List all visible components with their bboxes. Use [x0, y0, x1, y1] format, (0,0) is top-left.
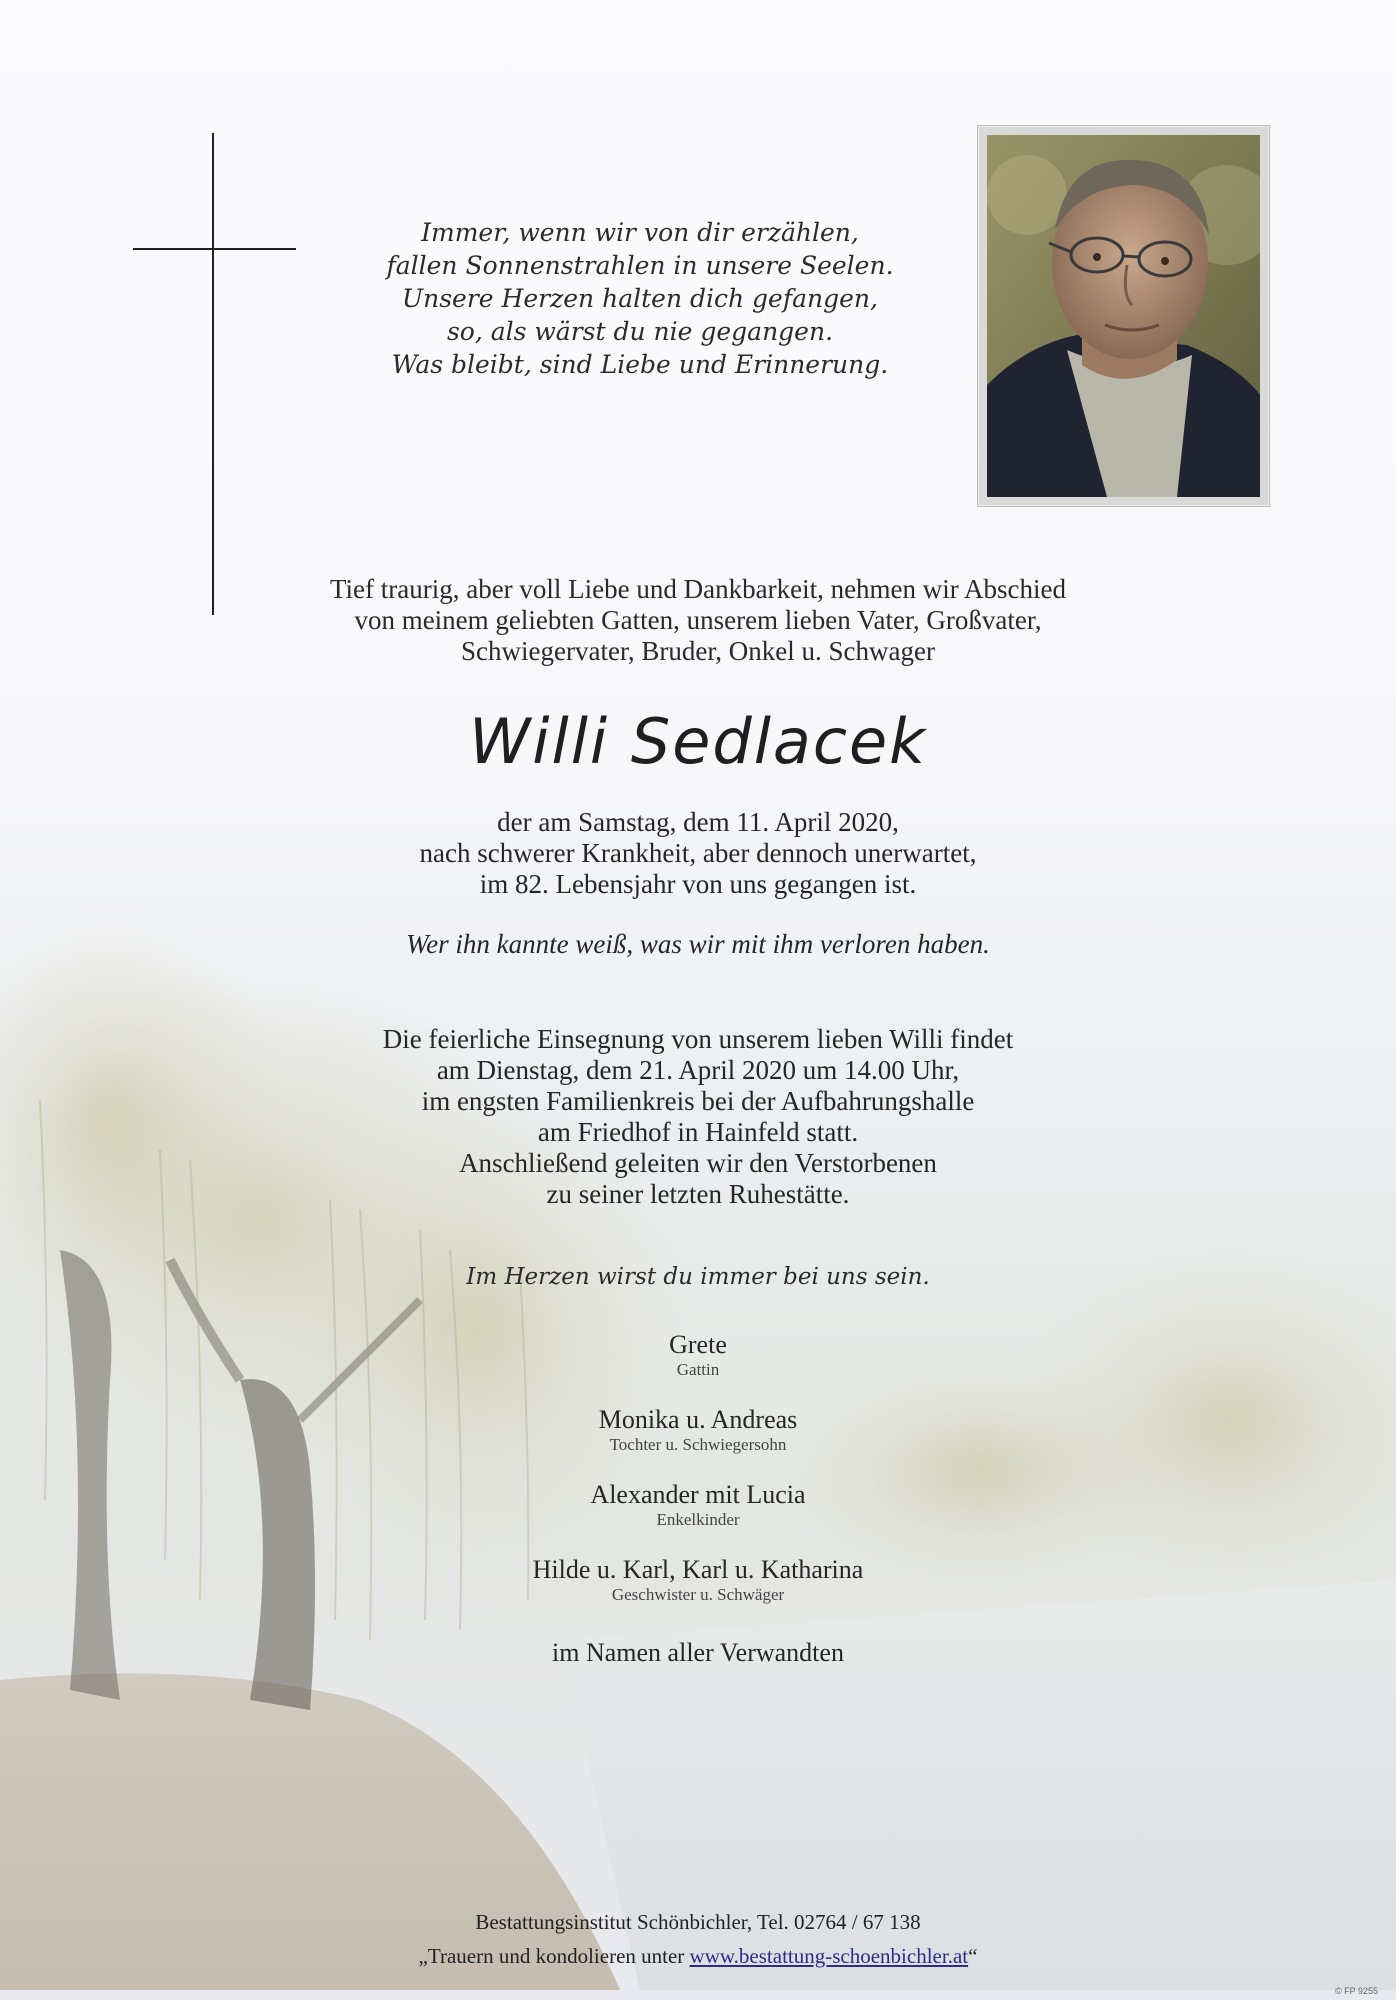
mourner-entry: [0, 1480, 1396, 1555]
ceremony-line: zu seiner letzten Ruhestätte.: [546, 1179, 850, 1209]
intro-line: Schwiegervater, Bruder, Onkel u. Schwager: [461, 636, 935, 666]
mourner-entry: [0, 1405, 1396, 1480]
mourner-relation: Tochter u. Schwiegersohn: [609, 1435, 787, 1454]
ceremony-details: [0, 1024, 1396, 1210]
intro-text: [0, 574, 1396, 667]
relatives-line: im Namen aller Verwandten: [552, 1638, 844, 1667]
intro-line: von meinem geliebten Gatten, unserem lieben Vater, Großvater,: [354, 605, 1042, 635]
mourner-relation: Geschwister u. Schwäger: [611, 1585, 785, 1604]
mourner-name: Alexander mit Lucia: [590, 1480, 806, 1509]
mourner-name: Hilde u. Karl, Karl u. Katharina: [532, 1555, 864, 1584]
closing-line: Im Herzen wirst du immer bei uns sein.: [466, 1264, 930, 1290]
ceremony-line: Anschließend geleiten wir den Verstorbenen: [459, 1148, 937, 1178]
cross-icon-bar: [133, 248, 296, 250]
mourner-entry: [0, 1330, 1396, 1405]
ceremony-line: am Dienstag, dem 21. April 2020 um 14.00 Uhr,: [436, 1055, 960, 1085]
condolence-link[interactable]: www.bestattung-schoenbichler.at: [689, 1944, 969, 1968]
poem-line: Unsere Herzen halten dich gefangen,: [402, 284, 878, 313]
poem-line: Immer, wenn wir von dir erzählen,: [421, 218, 859, 247]
condolence-line: [0, 1944, 1396, 1969]
details-line: im 82. Lebensjahr von uns gegangen ist.: [479, 869, 917, 899]
cross-icon: [212, 133, 214, 615]
memorial-quote: Wer ihn kannte weiß, was wir mit ihm verloren haben.: [406, 929, 990, 959]
mourner-name: Grete: [669, 1330, 727, 1359]
ceremony-line: Die feierliche Einsegnung von unserem lieben Willi findet: [382, 1024, 1014, 1054]
details-line: nach schwerer Krankheit, aber dennoch unerwartet,: [419, 838, 977, 868]
mourners-list: [0, 1330, 1396, 1630]
ceremony-line: am Friedhof in Hainfeld statt.: [537, 1117, 859, 1147]
ceremony-line: im engsten Familienkreis bei der Aufbahrungshalle: [421, 1086, 975, 1116]
poem-line: fallen Sonnenstrahlen in unsere Seelen.: [386, 251, 894, 280]
portrait-photo: [977, 125, 1270, 507]
portrait-image: [987, 135, 1260, 497]
mourner-relation: Gattin: [676, 1360, 720, 1379]
poem-line: Was bleibt, sind Liebe und Erinnerung.: [391, 350, 889, 379]
condolence-suffix: “: [968, 1944, 978, 1968]
mourner-relation: Enkelkinder: [656, 1510, 740, 1529]
condolence-prefix: „Trauern und kondolieren unter: [418, 1944, 690, 1968]
print-code: © FP 9255: [1335, 1986, 1378, 1996]
mourner-entry: [0, 1555, 1396, 1630]
poem: [340, 216, 940, 381]
poem-line: so, als wärst du nie gegangen.: [446, 317, 834, 346]
mourner-name: Monika u. Andreas: [598, 1405, 798, 1434]
death-details: [0, 807, 1396, 900]
funeral-home-info: Bestattungsinstitut Schönbichler, Tel. 02764 / 67 138: [475, 1910, 921, 1934]
deceased-name: Willi Sedlacek: [468, 705, 928, 778]
details-line: der am Samstag, dem 11. April 2020,: [497, 807, 899, 837]
intro-line: Tief traurig, aber voll Liebe und Dankbarkeit, nehmen wir Abschied: [329, 574, 1067, 604]
